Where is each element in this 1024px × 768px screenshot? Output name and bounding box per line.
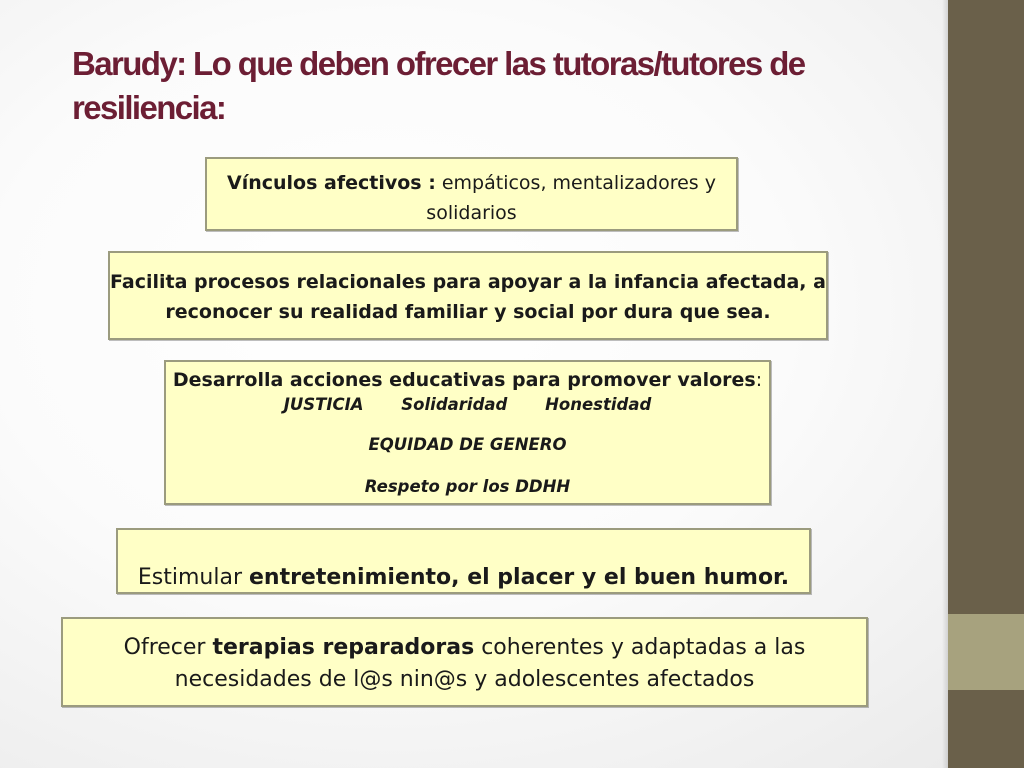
box2-line1: Facilita procesos relacionales para apoyar a la infancia afectada, a xyxy=(110,271,826,293)
box3-heading-line xyxy=(166,365,769,395)
value-solidaridad: Solidaridad xyxy=(401,395,508,414)
box2-line2: reconocer su realidad familiar y social por dura que sea. xyxy=(165,301,771,323)
box4-prefix: Estimular xyxy=(137,565,249,590)
value-justicia: JUSTICIA xyxy=(283,395,364,414)
box-acciones-educativas xyxy=(164,360,771,505)
value-equidad-de-genero: EQUIDAD DE GENERO xyxy=(368,435,567,454)
box1-bold-text: Vínculos afectivos : xyxy=(226,172,436,194)
value-respeto-ddhh: Respeto por los DDHH xyxy=(364,477,571,496)
box-procesos-relacionales xyxy=(108,251,828,340)
box3-heading: Desarrolla acciones educativas para promover valores xyxy=(172,369,756,391)
box4-bold-text: entretenimiento, el placer y el buen humor. xyxy=(248,565,790,590)
box5-line1 xyxy=(63,632,866,664)
box3-values-row xyxy=(166,395,769,415)
box1-text: empáticos, mentalizadores y solidarios xyxy=(426,172,716,224)
box-vinculos-afectivos xyxy=(205,157,738,231)
box-estimular xyxy=(116,528,811,594)
slide-title: Barudy: Lo que deben ofrecer las tutoras/tutores de resiliencia: xyxy=(72,45,805,126)
value-honestidad: Honestidad xyxy=(545,395,652,414)
box5-prefix: Ofrecer xyxy=(123,635,213,660)
box5-rest: coherentes y adaptadas a las xyxy=(474,635,806,660)
box3-colon: : xyxy=(755,369,763,391)
side-band-accent xyxy=(948,614,1024,690)
box5-bold-text: terapias reparadoras xyxy=(212,635,475,660)
box5-line2: necesidades de l@s nin@s y adolescentes afectados xyxy=(174,667,755,692)
box-terapias-reparadoras xyxy=(61,617,868,707)
